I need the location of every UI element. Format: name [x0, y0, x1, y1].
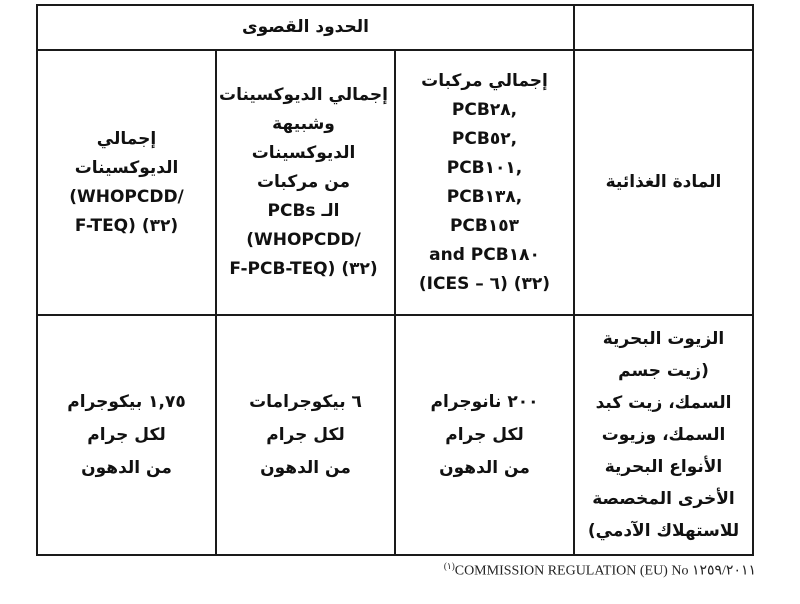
footnote-text: COMMISSION REGULATION (EU) No ١٢٥٩/٢٠١١: [454, 563, 756, 579]
text-line: لكل جرام: [266, 424, 345, 445]
text-line: الديوكسينات: [251, 143, 356, 163]
dioxin-pcb-value-text: [249, 386, 362, 485]
food-column-header: [574, 50, 753, 315]
footnote-marker: (١): [443, 561, 455, 571]
limits-table: [36, 4, 754, 556]
dioxin-pcb-column-label: [219, 81, 388, 284]
text-line: (زيت جسم: [618, 361, 709, 381]
max-limits-header-label: الحدود القصوى: [242, 17, 369, 37]
text-line: وشبيهة: [272, 114, 335, 134]
text-line: (ICES – ٦) (٣٢): [418, 273, 551, 294]
text-line: ١,٧٥ بيكوجرام: [67, 391, 186, 412]
dioxin-pcb-column-header: [216, 50, 395, 315]
text-line: إجمالي: [96, 128, 157, 149]
dioxin-value-cell: [37, 315, 216, 555]
pcb-total-column-header: [395, 50, 574, 315]
text-line: ٦ بيكوجرامات: [249, 391, 362, 412]
dioxin-value-text: [67, 386, 186, 485]
text-line: PCB١٠١,: [446, 157, 523, 178]
footnote: [346, 561, 756, 580]
text-line: الديوكسينات: [74, 157, 179, 178]
food-cell-text: [588, 323, 739, 547]
dioxin-column-header: [37, 50, 216, 315]
text-line: الزيوت البحرية: [602, 329, 725, 349]
text-line: PCB٢٨,: [451, 99, 518, 120]
text-line: ٢٠٠ نانوجرام: [430, 391, 539, 412]
text-line: السمك، وزيوت: [601, 425, 726, 445]
text-line: لكل جرام: [445, 424, 524, 445]
text-line: من الدهون: [81, 457, 172, 478]
text-line: and PCB١٨٠: [429, 244, 540, 265]
pcb-total-column-label: [419, 67, 550, 299]
text-line: إجمالي الديوكسينات: [219, 85, 388, 105]
dioxin-column-label: [69, 125, 184, 241]
text-line: PCB١٣٨,: [446, 186, 523, 207]
text-line: إجمالي مركبات: [421, 70, 548, 91]
text-line: PCB١٥٣: [449, 215, 519, 236]
text-line: الـ PCBs: [267, 201, 340, 221]
pcb-value-cell: [395, 315, 574, 555]
text-line: من الدهون: [439, 457, 530, 478]
text-line: من الدهون: [260, 457, 351, 478]
food-cell: [574, 315, 753, 555]
text-line: لكل جرام: [87, 424, 166, 445]
food-column-label: المادة الغذائية: [605, 172, 722, 192]
text-line: الأنواع البحرية: [604, 457, 723, 477]
blank-header-cell: [574, 5, 753, 50]
pcb-value-text: [431, 386, 539, 485]
text-line: F-PCB-TEQ) (٣٢): [229, 259, 378, 279]
text-line: F-TEQ) (٣٢): [74, 215, 179, 236]
text-line: (WHOPCDD/: [246, 230, 361, 250]
max-limits-header: [37, 5, 574, 50]
text-line: من مركبات: [256, 172, 351, 192]
text-line: السمك، زيت كبد: [595, 393, 732, 413]
text-line: (WHOPCDD/: [69, 186, 184, 207]
dioxin-pcb-value-cell: [216, 315, 395, 555]
text-line: الأخرى المخصصة: [592, 489, 735, 509]
text-line: PCB٥٢,: [451, 128, 518, 149]
text-line: للاستهلاك الآدمي): [587, 521, 740, 541]
